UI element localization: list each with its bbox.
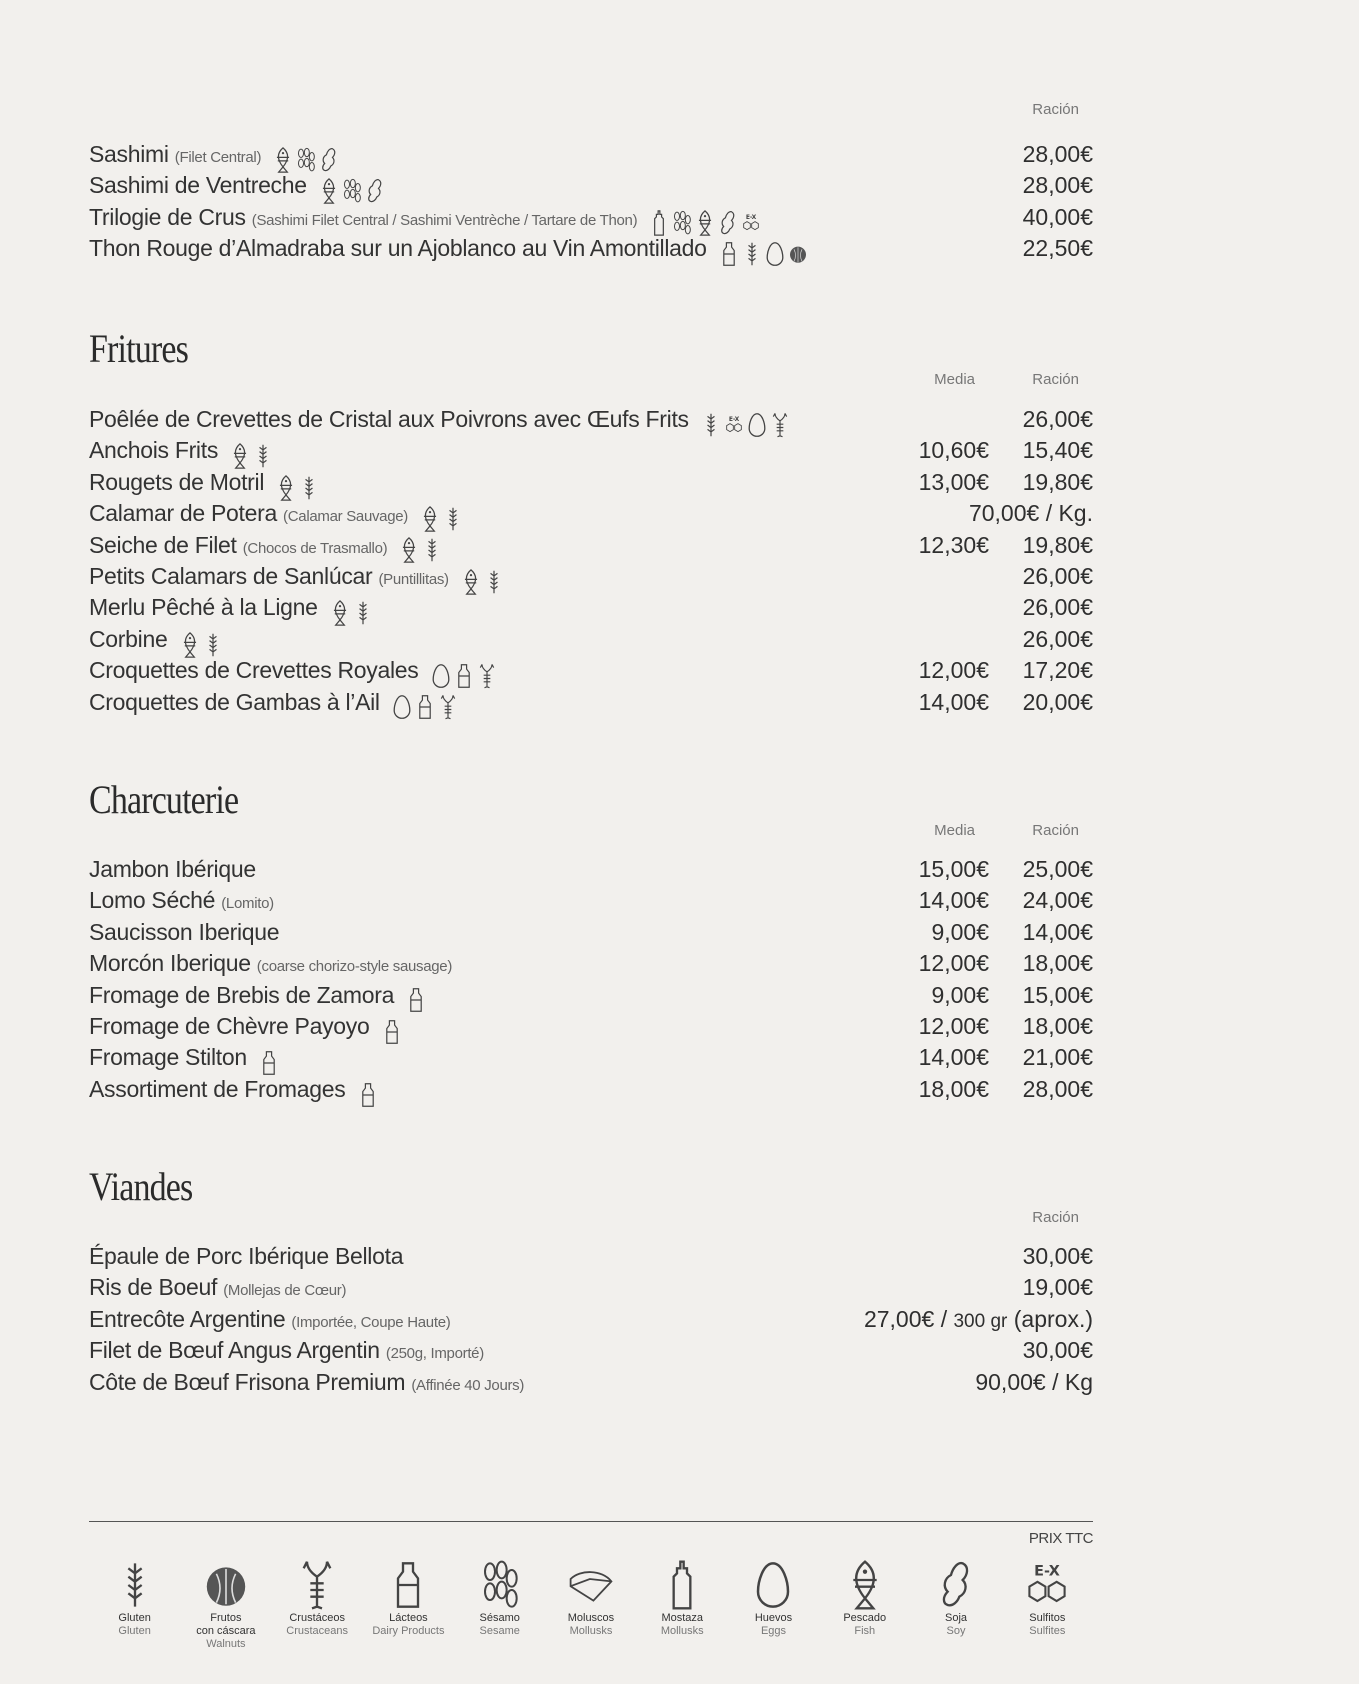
egg-icon xyxy=(431,663,451,689)
fish-icon xyxy=(420,506,440,532)
milk-icon xyxy=(454,663,474,689)
crustacean-icon xyxy=(477,663,497,689)
mollusc-icon xyxy=(567,1560,615,1610)
section-viandes xyxy=(89,1165,1093,1398)
fish-icon xyxy=(180,632,200,658)
menu-row: Anchois Frits 10,60€ 15,40€ xyxy=(89,435,1093,466)
menu-row: Croquettes de Crevettes Royales 12,00€ 17,20€ xyxy=(89,655,1093,686)
fish-icon xyxy=(319,178,339,204)
sulfite-icon xyxy=(1023,1560,1071,1610)
section-title: Viandes xyxy=(89,1164,193,1209)
menu-row: Thon Rouge d’Almadraba sur un Ajoblanco au Vin Amontillado 22,50€ xyxy=(89,233,1093,264)
legend-sesame: Sésamo Sesame xyxy=(454,1560,545,1651)
milk-icon xyxy=(259,1050,279,1076)
legend-nuts: Frutos con cáscara Walnuts xyxy=(180,1560,271,1651)
menu-row: Trilogie de Crus (Sashimi Filet Central / Sashimi Ventrèche / Tartare de Thon) 40,00€ xyxy=(89,202,1093,233)
section-fritures xyxy=(89,327,1093,718)
legend-mustard: Mostaza Mollusks xyxy=(637,1560,728,1651)
gluten-icon xyxy=(443,506,463,532)
crustacean-icon xyxy=(293,1560,341,1610)
milk-icon xyxy=(406,987,426,1013)
soy-icon xyxy=(932,1560,980,1610)
menu-row: Calamar de Potera (Calamar Sauvage) 70,00€ / Kg. xyxy=(89,498,1093,529)
section-title: Fritures xyxy=(89,326,188,371)
egg-icon xyxy=(765,241,785,267)
menu-row: Rougets de Motril 13,00€ 19,80€ xyxy=(89,467,1093,498)
nuts-icon xyxy=(202,1560,250,1610)
sulfite-icon xyxy=(741,210,761,236)
legend-fish: Pescado Fish xyxy=(819,1560,910,1651)
fish-icon xyxy=(273,147,293,173)
menu-row: Poêlée de Crevettes de Cristal aux Poivrons avec Œufs Frits 26,00€ xyxy=(89,404,1093,435)
mustard-icon xyxy=(658,1560,706,1610)
egg-icon xyxy=(747,412,767,438)
menu-row: Seiche de Filet (Chocos de Trasmallo) 12,30€ 19,80€ xyxy=(89,530,1093,561)
fish-icon xyxy=(276,475,296,501)
milk-icon xyxy=(384,1560,432,1610)
menu-row: Épaule de Porc Ibérique Bellota 30,00€ xyxy=(89,1243,1093,1269)
legend-gluten: Gluten Gluten xyxy=(89,1560,180,1651)
col-racion: Ración xyxy=(1032,371,1079,388)
menu-row: Côte de Bœuf Frisona Premium (Affinée 40 Jours) 90,00€ / Kg xyxy=(89,1368,1093,1395)
menu-row: Croquettes de Gambas à l’Ail 14,00€ 20,00€ xyxy=(89,687,1093,718)
milk-icon xyxy=(415,694,435,720)
col-media: Media xyxy=(934,371,975,388)
menu-row: Saucisson Iberique 9,00€ 14,00€ xyxy=(89,918,1093,945)
menu-row: Jambon Ibérique 15,00€ 25,00€ xyxy=(89,856,1093,882)
milk-icon xyxy=(358,1082,378,1108)
allergen-legend xyxy=(89,1560,1093,1651)
sesame-icon xyxy=(342,178,362,204)
sulfite-icon xyxy=(724,412,744,438)
footer-divider xyxy=(89,1521,1093,1522)
menu-row: Fromage de Chèvre Payoyo 12,00€ 18,00€ xyxy=(89,1011,1093,1042)
menu-row: Filet de Bœuf Angus Argentin (250g, Importé) 30,00€ xyxy=(89,1337,1093,1364)
egg-icon xyxy=(749,1560,797,1610)
crustacean-icon xyxy=(770,412,790,438)
menu-row: Entrecôte Argentine (Importée, Coupe Haute) 27,00€ / 300 gr (aprox.) xyxy=(89,1305,1093,1332)
sesame-icon xyxy=(672,210,692,236)
gluten-icon xyxy=(111,1560,159,1610)
menu-row: Fromage Stilton 14,00€ 21,00€ xyxy=(89,1042,1093,1073)
legend-sulfites: Sulfitos Sulfites xyxy=(1002,1560,1093,1651)
milk-icon xyxy=(382,1019,402,1045)
gluten-icon xyxy=(253,443,273,469)
legend-eggs: Huevos Eggs xyxy=(728,1560,819,1651)
menu-row: Merlu Pêché à la Ligne 26,00€ xyxy=(89,592,1093,623)
gluten-icon xyxy=(353,600,373,626)
sesame-icon xyxy=(296,147,316,173)
menu-row: Lomo Séché (Lomito) 14,00€ 24,00€ xyxy=(89,887,1093,914)
menu-row: Fromage de Brebis de Zamora 9,00€ 15,00€ xyxy=(89,980,1093,1011)
menu-row: Ris de Boeuf (Mollejas de Cœur) 19,00€ xyxy=(89,1274,1093,1301)
menu-row: Corbine 26,00€ xyxy=(89,624,1093,655)
col-racion: Ración xyxy=(1032,822,1079,839)
fish-icon xyxy=(461,569,481,595)
gluten-icon xyxy=(422,537,442,563)
section-charcuterie xyxy=(89,778,1093,1105)
crustacean-icon xyxy=(438,694,458,720)
fish-icon xyxy=(695,210,715,236)
gluten-icon xyxy=(701,412,721,438)
sesame-icon xyxy=(476,1560,524,1610)
soy-icon xyxy=(319,147,339,173)
gluten-icon xyxy=(203,632,223,658)
col-media: Media xyxy=(934,822,975,839)
nuts-icon xyxy=(788,241,808,267)
legend-dairy: Lácteos Dairy Products xyxy=(363,1560,454,1651)
section-title: Charcuterie xyxy=(89,777,239,822)
legend-molluscs: Moluscos Mollusks xyxy=(545,1560,636,1651)
gluten-icon xyxy=(299,475,319,501)
fish-icon xyxy=(230,443,250,469)
menu-row: Petits Calamars de Sanlúcar (Puntillitas) 26,00€ xyxy=(89,561,1093,592)
egg-icon xyxy=(392,694,412,720)
fish-icon xyxy=(330,600,350,626)
soy-icon xyxy=(365,178,385,204)
fish-icon xyxy=(399,537,419,563)
gluten-icon xyxy=(742,241,762,267)
menu-row: Assortiment de Fromages 18,00€ 28,00€ xyxy=(89,1074,1093,1105)
menu-row: Sashimi de Ventreche 28,00€ xyxy=(89,170,1093,201)
fish-icon xyxy=(841,1560,889,1610)
legend-soy: Soja Soy xyxy=(910,1560,1001,1651)
prix-ttc-label: PRIX TTC xyxy=(1028,1530,1093,1547)
mustard-icon xyxy=(649,210,669,236)
gluten-icon xyxy=(484,569,504,595)
menu-row: Morcón Iberique (coarse chorizo-style sausage) 12,00€ 18,00€ xyxy=(89,950,1093,977)
col-racion: Ración xyxy=(1032,1209,1079,1226)
soy-icon xyxy=(718,210,738,236)
milk-icon xyxy=(719,241,739,267)
legend-crustaceans: Crustáceos Crustaceans xyxy=(272,1560,363,1651)
section-crus xyxy=(89,101,1093,265)
menu-row: Sashimi (Filet Central) 28,00€ xyxy=(89,139,1093,170)
col-racion: Ración xyxy=(1032,101,1079,118)
